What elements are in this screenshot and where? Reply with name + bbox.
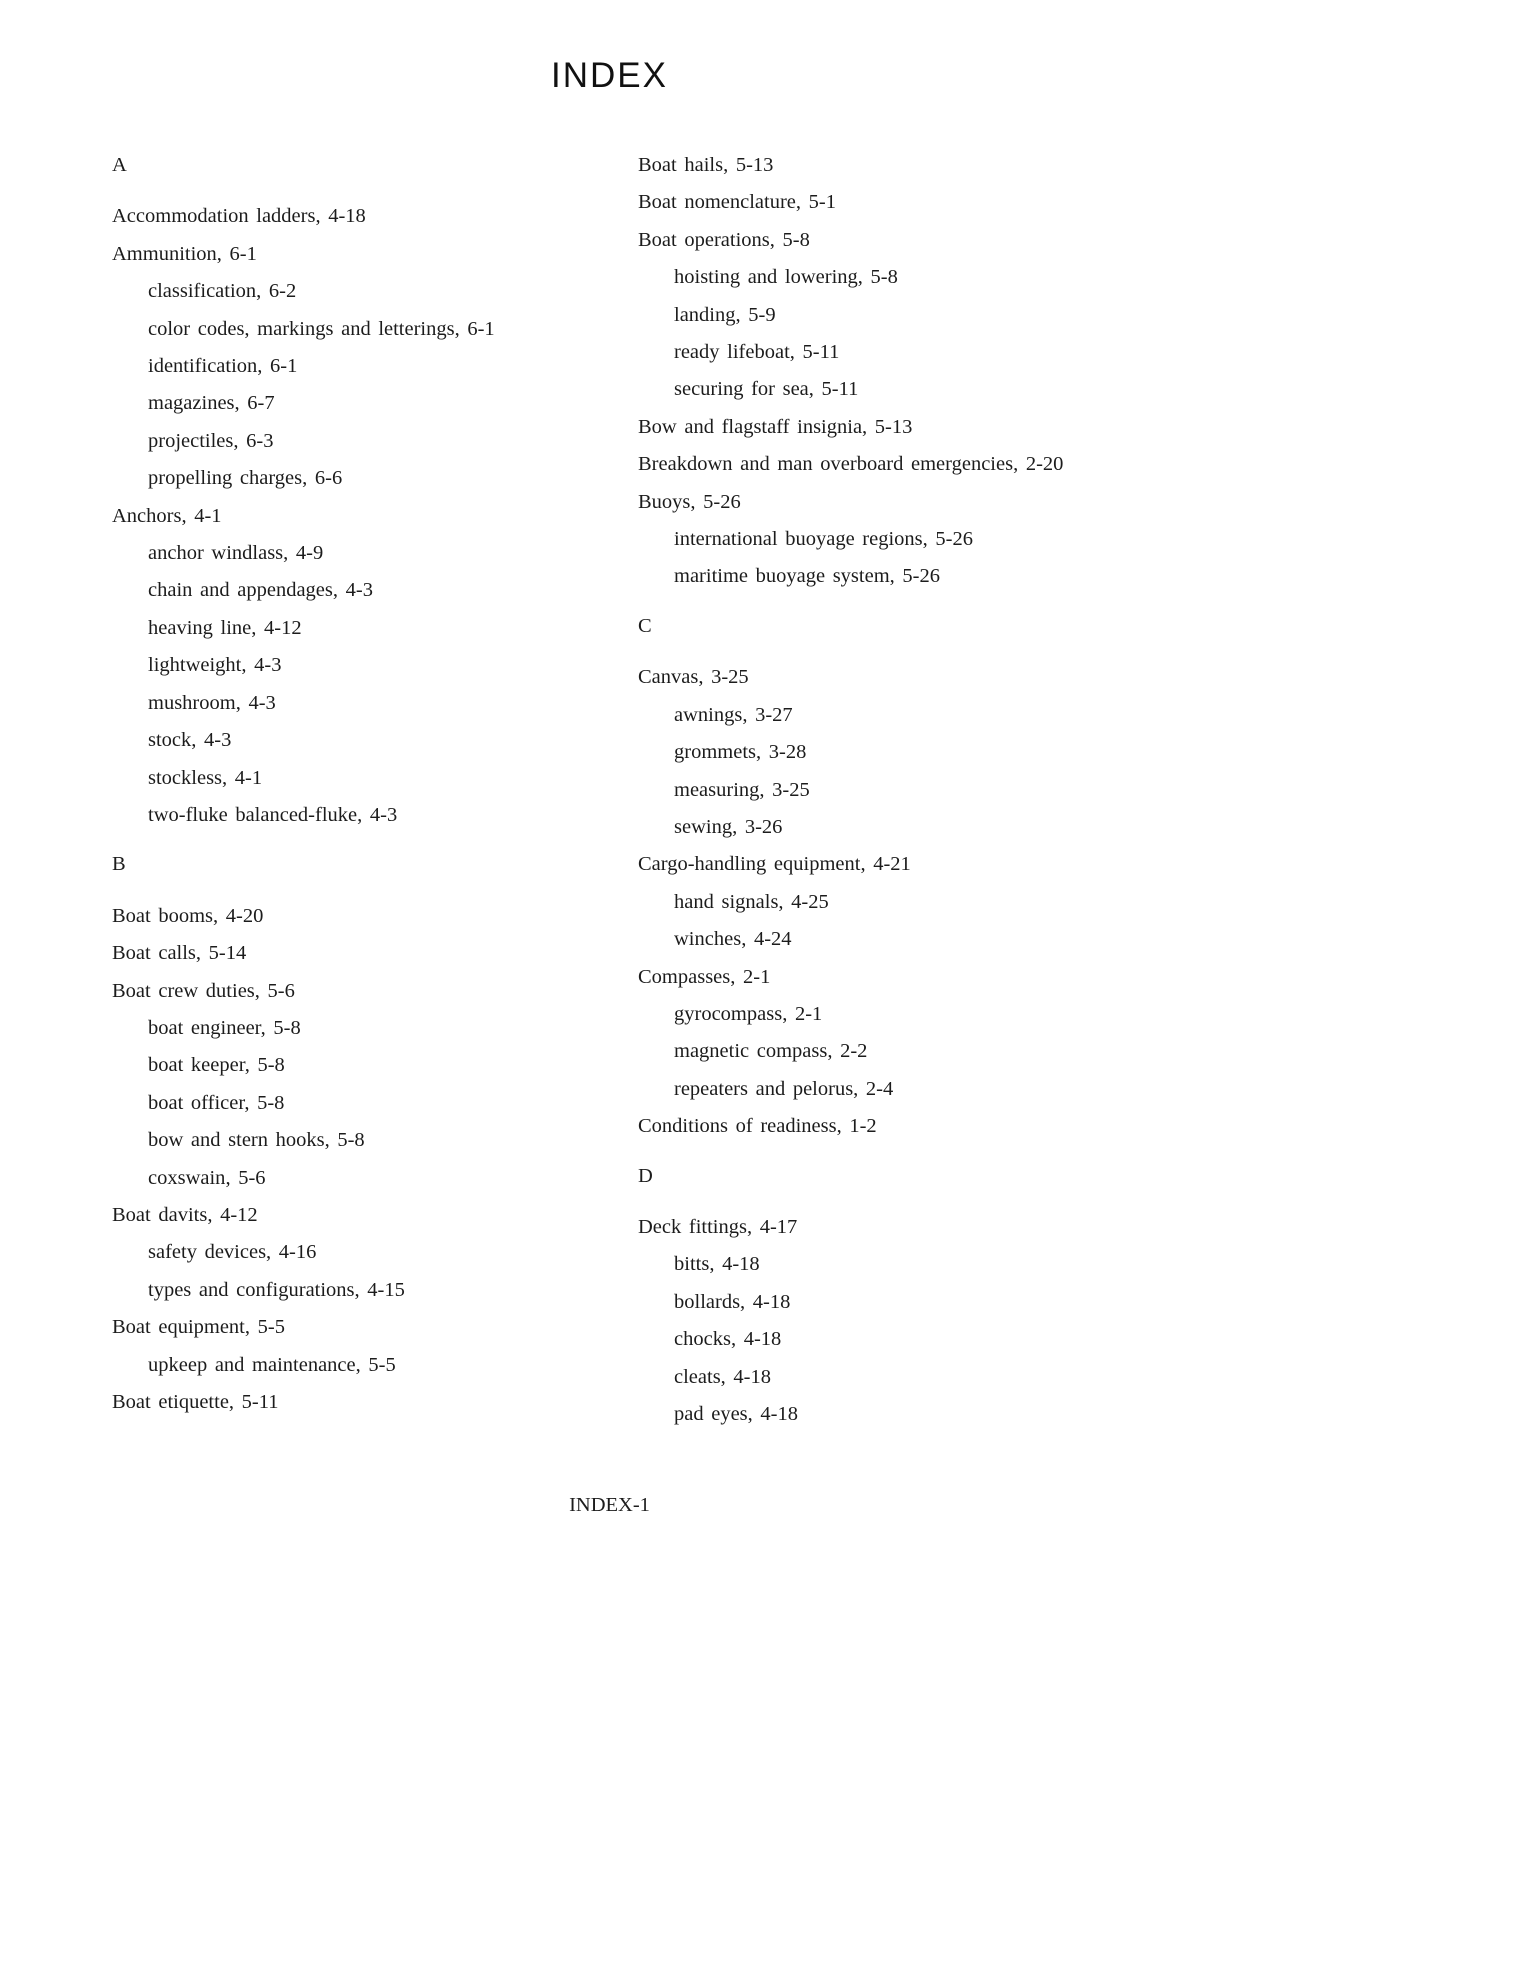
index-term: Cargo-handling equipment [638,853,861,876]
page-ref: 4-18 [760,1403,798,1425]
index-subentry: bollards, 4-18 [674,1290,791,1313]
index-subentry: anchor windlass, 4-9 [148,542,324,565]
index-subentry: maritime buoyage system, 5-26 [674,565,940,588]
index-subentry: hoisting and lowering, 5-8 [674,266,898,289]
index-term: bollards [674,1290,741,1313]
index-term: stockless [148,766,223,789]
index-entry: Boat calls, 5-14 [112,942,247,965]
index-term: Boat crew duties [112,979,255,1002]
page-ref: 5-26 [935,528,973,551]
index-subentry: ready lifeboat, 5-11 [674,341,840,364]
page-ref: 3-25 [711,666,749,689]
index-entry: Boat operations, 5-8 [638,228,810,251]
index-entry: Ammunition, 6-1 [112,242,257,265]
index-term: safety devices [148,1241,267,1264]
page-ref: 6-1 [229,242,257,265]
page-ref: 5-26 [703,490,741,513]
index-term: Anchors [112,504,182,527]
page-ref: 4-1 [194,504,222,527]
section-letter: C [638,614,652,637]
page-ref: 4-18 [328,205,366,228]
index-term: Buoys [638,490,691,513]
index-entry: Conditions of readiness, 1-2 [638,1115,877,1138]
section-letter: B [112,853,126,876]
index-term: hoisting and lowering [674,266,858,289]
index-term: bitts [674,1253,710,1276]
index-term: Deck fittings [638,1215,747,1238]
page-ref: 2-4 [865,1077,894,1100]
page-ref: 4-18 [752,1290,791,1313]
index-entry: Accommodation ladders, 4-18 [112,205,366,228]
index-subentry: stock, 4-3 [148,729,232,752]
page-footer: INDEX-1 [569,1494,650,1516]
index-subentry: pad eyes, 4-18 [674,1403,798,1425]
index-entry: Boat davits, 4-12 [112,1203,258,1226]
index-term: chocks [674,1328,731,1351]
page-ref: 5-8 [870,266,898,289]
page-ref: 3-28 [768,741,807,764]
index-subentry: safety devices, 4-16 [148,1241,317,1264]
index-term: ready lifeboat [674,341,790,364]
index-term: Conditions of readiness [638,1115,837,1138]
section-letter: D [638,1164,653,1187]
index-subentry: sewing, 3-26 [674,815,783,838]
index-subentry: upkeep and maintenance, 5-5 [148,1353,396,1376]
index-term: boat keeper [148,1054,245,1077]
index-term: magazines [148,392,235,415]
index-subentry: coxswain, 5-6 [148,1166,266,1189]
page-ref: 5-8 [782,228,810,251]
page-ref: 4-12 [220,1203,258,1226]
index-term: Accommodation ladders [112,205,316,228]
index-term: heaving line [148,616,252,639]
index-term: hand signals [674,890,779,913]
index-term: coxswain [148,1166,226,1189]
index-subentry: gyrocompass, 2-1 [674,1002,823,1025]
index-subentry: projectiles, 6-3 [148,429,274,452]
index-subentry: stockless, 4-1 [148,766,263,789]
index-term: grommets [674,741,756,764]
index-term: cleats [674,1365,721,1388]
index-entry: Canvas, 3-25 [638,666,749,689]
index-entry: Boat booms, 4-20 [112,904,264,927]
index-entry: Deck fittings, 4-17 [638,1215,798,1238]
index-term: Boat davits [112,1203,208,1226]
page-title: INDEX [551,56,668,95]
index-subentry: two-fluke balanced-fluke, 4-3 [148,803,398,826]
index-term: anchor windlass [148,542,284,565]
page-ref: 6-3 [246,429,274,452]
index-entry: Anchors, 4-1 [112,504,222,527]
index-entry: Boat equipment, 5-5 [112,1316,285,1339]
page-ref: 3-25 [772,778,810,801]
index-subentry: magazines, 6-7 [148,392,275,415]
index-term: landing [674,303,736,326]
page-ref: 5-11 [241,1391,279,1413]
index-term: winches [674,928,742,951]
index-term: pad eyes [674,1403,748,1425]
page-ref: 5-11 [821,378,859,401]
index-entry: Buoys, 5-26 [638,490,741,513]
page-ref: 4-3 [345,579,373,602]
page-ref: 5-11 [802,341,840,364]
page-ref: 5-6 [267,979,295,1002]
index-entry: Bow and flagstaff insignia, 5-13 [638,415,913,438]
page-ref: 4-21 [873,853,911,876]
index-columns [112,147,1107,1433]
page-ref: 5-8 [257,1054,285,1077]
page-ref: 4-3 [369,803,398,826]
index-term: types and configurations [148,1278,355,1301]
page-ref: 4-12 [264,616,302,639]
index-term: Boat booms [112,904,214,927]
index-subentry: bitts, 4-18 [674,1253,760,1276]
page-ref: 5-13 [735,154,774,176]
page-ref: 5-9 [748,303,776,326]
index-entry: Cargo-handling equipment, 4-21 [638,853,911,876]
index-subentry: international buoyage regions, 5-26 [674,528,973,551]
page-ref: 3-27 [755,703,793,726]
page-ref: 6-1 [467,317,495,340]
page-ref: 5-8 [257,1091,285,1114]
page-ref: 4-15 [367,1278,405,1301]
index-subentry: awnings, 3-27 [674,703,793,726]
index-subentry: heaving line, 4-12 [148,616,302,639]
index-term: magnetic compass [674,1040,828,1063]
index-subentry: securing for sea, 5-11 [674,378,859,401]
index-term: chain and appendages [148,579,333,602]
index-term: color codes, markings and letterings [148,317,455,340]
index-entry: Boat hails, 5-13 [638,154,774,176]
index-term: measuring [674,778,760,801]
page-ref: 4-16 [278,1241,317,1264]
index-term: gyrocompass [674,1002,783,1025]
index-term: Boat hails [638,154,724,176]
index-term: propelling charges [148,467,303,490]
index-subentry: measuring, 3-25 [674,778,810,801]
page-ref: 2-1 [794,1002,823,1025]
page-ref: 6-2 [268,280,297,303]
index-term: mushroom [148,691,236,714]
index-entry: Boat crew duties, 5-6 [112,979,295,1002]
index-term: lightweight [148,654,242,677]
index-term: Breakdown and man overboard emergencies [638,453,1014,476]
index-term: Ammunition [112,242,217,265]
index-entry: Boat etiquette, 5-11 [112,1391,279,1413]
index-subentry: color codes, markings and letterings, 6-1 [148,317,495,340]
index-term: awnings [674,703,743,726]
page-ref: 2-2 [840,1040,868,1063]
page-ref: 5-26 [902,565,940,588]
page-ref: 6-6 [314,467,343,490]
index-subentry: boat keeper, 5-8 [148,1054,285,1077]
index-term: sewing [674,815,733,838]
index-subentry: boat engineer, 5-8 [148,1016,301,1039]
page-ref: 3-26 [744,815,783,838]
page-ref: 2-20 [1025,453,1064,476]
index-subentry: types and configurations, 4-15 [148,1278,405,1301]
index-subentry: grommets, 3-28 [674,741,807,764]
index-subentry: chocks, 4-18 [674,1328,782,1351]
page-ref: 4-17 [759,1215,798,1238]
index-term: Canvas [638,666,699,689]
index-term: Compasses [638,965,731,988]
index-term: upkeep and maintenance [148,1353,356,1376]
index-column-right [638,147,1107,1433]
page-ref: 4-18 [722,1253,760,1276]
index-term: Boat nomenclature [638,191,796,214]
page-ref: 4-20 [225,904,264,927]
index-term: Boat calls [112,942,196,965]
index-subentry: identification, 6-1 [148,355,298,378]
page-ref: 5-1 [808,191,836,214]
index-column-left [112,147,638,1433]
index-term: bow and stern hooks [148,1129,325,1152]
index-term: classification [148,280,257,303]
index-subentry: chain and appendages, 4-3 [148,579,373,602]
page-ref: 4-9 [295,542,324,565]
index-subentry: repeaters and pelorus, 2-4 [674,1077,894,1100]
index-term: Bow and flagstaff insignia [638,415,863,438]
index-term: Boat equipment [112,1316,245,1339]
index-term: securing for sea [674,378,809,401]
index-term: maritime buoyage system [674,565,890,588]
page-ref: 5-14 [208,942,247,965]
index-subentry: propelling charges, 6-6 [148,467,343,490]
page-ref: 5-5 [368,1353,396,1376]
page-ref: 2-1 [743,965,771,988]
index-subentry: bow and stern hooks, 5-8 [148,1129,365,1152]
index-subentry: classification, 6-2 [148,280,297,303]
page-ref: 5-5 [257,1316,285,1339]
index-subentry: boat officer, 5-8 [148,1091,285,1114]
index-term: stock [148,729,192,752]
index-term: international buoyage regions [674,528,923,551]
page-ref: 4-3 [254,654,282,677]
page-ref: 4-18 [733,1365,771,1388]
index-subentry: magnetic compass, 2-2 [674,1040,868,1063]
page-ref: 5-6 [238,1166,266,1189]
section-letter: A [112,154,127,176]
page-ref: 5-8 [337,1129,365,1152]
index-term: two-fluke balanced-fluke [148,803,358,826]
page-ref: 5-8 [273,1016,301,1039]
page-ref: 4-1 [234,766,263,789]
index-entry: Boat nomenclature, 5-1 [638,191,836,214]
index-term: identification [148,355,258,378]
index-subentry: lightweight, 4-3 [148,654,282,677]
index-subentry: hand signals, 4-25 [674,890,829,913]
page-content [112,0,1107,1980]
index-subentry: mushroom, 4-3 [148,691,276,714]
index-term: boat officer [148,1091,245,1114]
index-entry: Compasses, 2-1 [638,965,771,988]
page-ref: 4-24 [753,928,792,951]
page-ref: 5-13 [874,415,913,438]
page-ref: 4-18 [743,1328,782,1351]
page-ref: 6-1 [270,355,298,378]
index-term: Boat operations [638,228,770,251]
index-term: boat engineer [148,1016,261,1039]
page-ref: 6-7 [247,392,275,415]
page-ref: 4-3 [204,729,232,752]
page-ref: 4-25 [791,890,829,913]
page-ref: 1-2 [849,1115,877,1138]
page-ref: 4-3 [248,691,276,714]
index-term: Boat etiquette [112,1391,229,1413]
index-term: projectiles [148,429,234,452]
index-term: repeaters and pelorus [674,1077,854,1100]
index-subentry: cleats, 4-18 [674,1365,771,1388]
index-subentry: landing, 5-9 [674,303,776,326]
index-subentry: winches, 4-24 [674,928,792,951]
index-entry: Breakdown and man overboard emergencies, 2-20 [638,453,1064,476]
